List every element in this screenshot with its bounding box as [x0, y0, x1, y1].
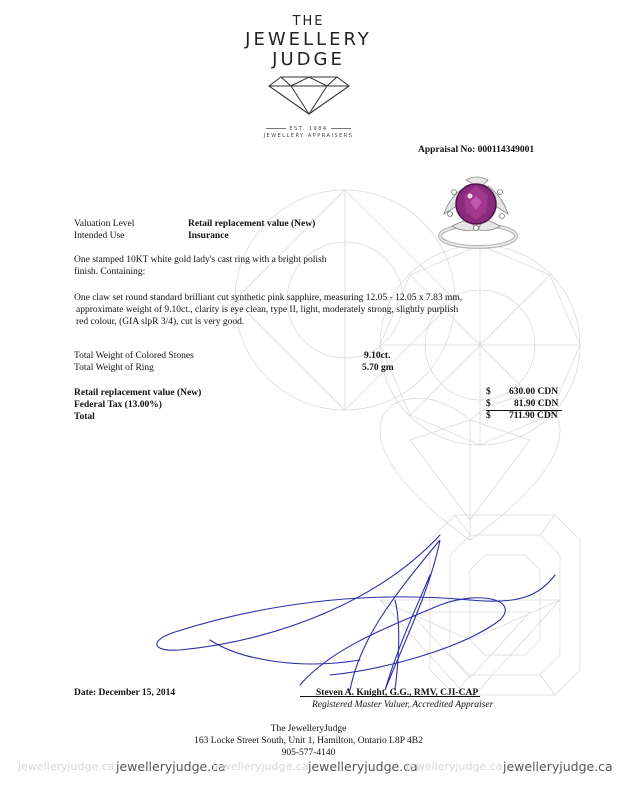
federal-tax-label: Federal Tax (13.00%) — [74, 400, 162, 410]
watermark-text: jewelleryjudge.ca — [116, 759, 226, 774]
tagline: JEWELLERY APPRAISERS — [263, 133, 354, 139]
ring-description-line2: finish. Containing: — [74, 267, 146, 277]
stones-weight-value: 9.10ct. — [364, 351, 391, 361]
federal-tax-amount: 81.90 CDN — [514, 399, 559, 409]
federal-tax-currency: $ — [486, 399, 491, 409]
footer-address: 163 Locke Street South, Unit 1, Hamilton, Ontario L8P 4B2 — [194, 736, 423, 746]
appraisal-label: Appraisal No: — [418, 145, 476, 155]
logo-the: THE — [292, 14, 325, 29]
appraiser-name: Steven A. Knight, G.G., RMV, CJI-CAP — [316, 688, 479, 698]
valuation-level-value: Retail replacement value (New) — [188, 219, 316, 229]
watermark-text: jewelleryjudge.ca — [18, 760, 115, 773]
retail-value-currency: $ — [486, 387, 491, 397]
watermark-text: jewelleryjudge.ca — [308, 759, 418, 774]
est-text: EST. 1984 — [289, 126, 328, 132]
retail-value-label: Retail replacement value (New) — [74, 388, 202, 398]
appraisal-date: Date: December 15, 2014 — [74, 688, 176, 698]
total-label: Total — [74, 412, 95, 422]
stone-description-line1: One claw set round standard brilliant cut synthetic pink sapphire, measuring 12.05 - 12.05 x 7.83 mm, — [74, 293, 463, 303]
logo-judge: JUDGE — [272, 49, 345, 70]
logo-jewellery: JEWELLERY — [245, 29, 372, 50]
stones-weight-label: Total Weight of Colored Stones — [74, 351, 194, 361]
footer-company: The JewelleryJudge — [270, 724, 347, 734]
footer-phone: 905-577-4140 — [281, 748, 336, 758]
valuation-level-label: Valuation Level — [74, 219, 135, 229]
ring-description-line1: One stamped 10KT white gold lady's cast ring with a bright polish — [74, 255, 327, 265]
watermark-text: jewelleryjudge.ca — [503, 759, 613, 774]
total-currency: $ — [486, 411, 491, 421]
appraisal-number: 000114349001 — [477, 145, 535, 155]
ring-weight-value: 5.70 gm — [362, 363, 394, 373]
watermark-text: jewelleryjudge.ca — [406, 760, 503, 773]
retail-value-amount: 630.00 CDN — [509, 387, 559, 397]
total-amount: 711.90 CDN — [509, 411, 558, 421]
watermark-text: jewelleryjudge.ca — [212, 760, 309, 773]
stone-description-line2: approximate weight of 9.10ct., clarity is eye clean, type II, light, moderately strong, slightly purplish — [76, 305, 459, 315]
intended-use-value: Insurance — [188, 231, 229, 241]
stone-description-line3: red colour, (GIA slpR 3/4), cut is very good. — [76, 317, 245, 327]
ring-weight-label: Total Weight of Ring — [74, 363, 154, 373]
appraiser-title: Registered Master Valuer, Accredited Appraiser — [312, 700, 494, 710]
intended-use-label: Intended Use — [74, 231, 125, 241]
